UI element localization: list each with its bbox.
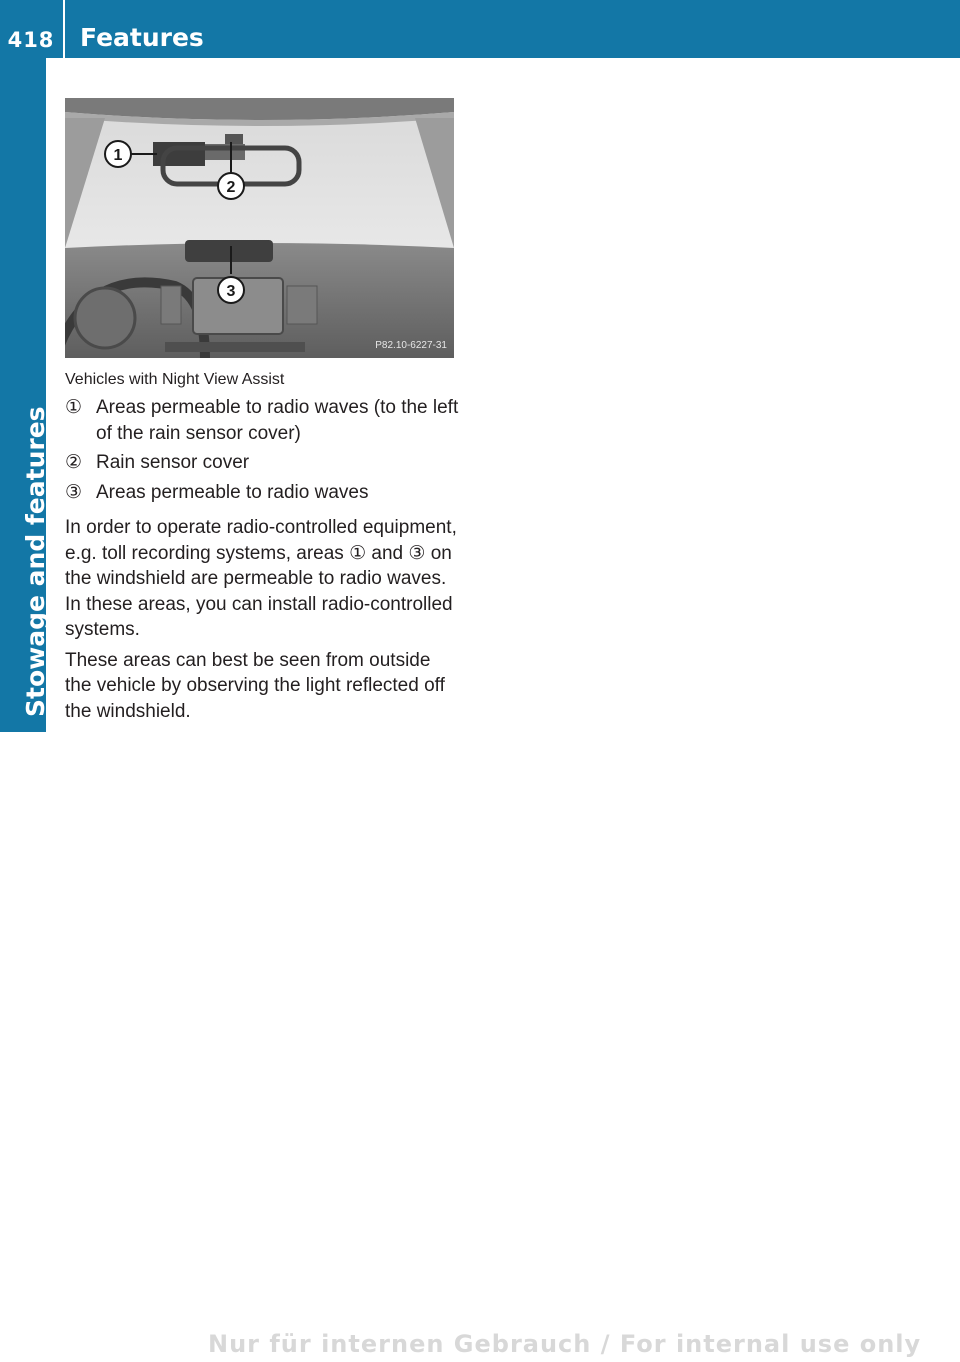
legend-item bbox=[65, 450, 465, 476]
figure-caption: Vehicles with Night View Assist bbox=[65, 371, 285, 388]
internal-use-watermark: Nur für internen Gebrauch / For internal use only bbox=[208, 1330, 922, 1358]
legend-item bbox=[65, 395, 465, 446]
side-tab-label: Stowage and features bbox=[21, 406, 50, 717]
legend-number: ① bbox=[65, 397, 83, 418]
callout-1 bbox=[105, 141, 131, 167]
page-number: 418 bbox=[7, 28, 55, 52]
windshield-illustration bbox=[65, 98, 454, 358]
legend-number: ② bbox=[65, 452, 83, 473]
paragraph-text: and bbox=[366, 542, 409, 564]
legend-item bbox=[65, 480, 465, 506]
header-divider bbox=[63, 0, 65, 58]
inline-reference-3: ③ bbox=[408, 542, 426, 564]
figure-legend bbox=[65, 395, 465, 509]
paragraph-text: In order to operate radio-controlled equipment, e.g. toll recording systems, areas bbox=[65, 517, 457, 564]
figure-reference-code: P82.10-6227-31 bbox=[375, 340, 447, 351]
legend-text: Areas permeable to radio waves bbox=[96, 481, 369, 503]
legend-text: Rain sensor cover bbox=[96, 452, 250, 473]
inline-reference-1: ① bbox=[349, 542, 367, 564]
callout-3-label: 3 bbox=[226, 283, 236, 300]
permeable-area-3 bbox=[185, 240, 273, 262]
side-tab bbox=[0, 58, 50, 732]
body-text bbox=[65, 515, 457, 729]
callout-1-label: 1 bbox=[113, 147, 123, 164]
body-paragraph-2: These areas can best be seen from outside the vehicle by observing the light reflected off the windshield. bbox=[65, 649, 445, 722]
callout-3 bbox=[218, 277, 244, 303]
section-title: Features bbox=[80, 23, 204, 52]
page-header bbox=[0, 0, 960, 58]
legend-number: ③ bbox=[65, 481, 83, 503]
callout-2-label: 2 bbox=[226, 179, 236, 196]
legend-text: Areas permeable to radio waves (to the left of the rain sensor cover) bbox=[96, 397, 459, 444]
callout-2 bbox=[218, 173, 244, 199]
paragraph-text: on the windshield are permeable to radio waves. In these areas, you can install radio-controlled systems. bbox=[65, 542, 453, 640]
body-paragraph-1 bbox=[65, 515, 457, 643]
